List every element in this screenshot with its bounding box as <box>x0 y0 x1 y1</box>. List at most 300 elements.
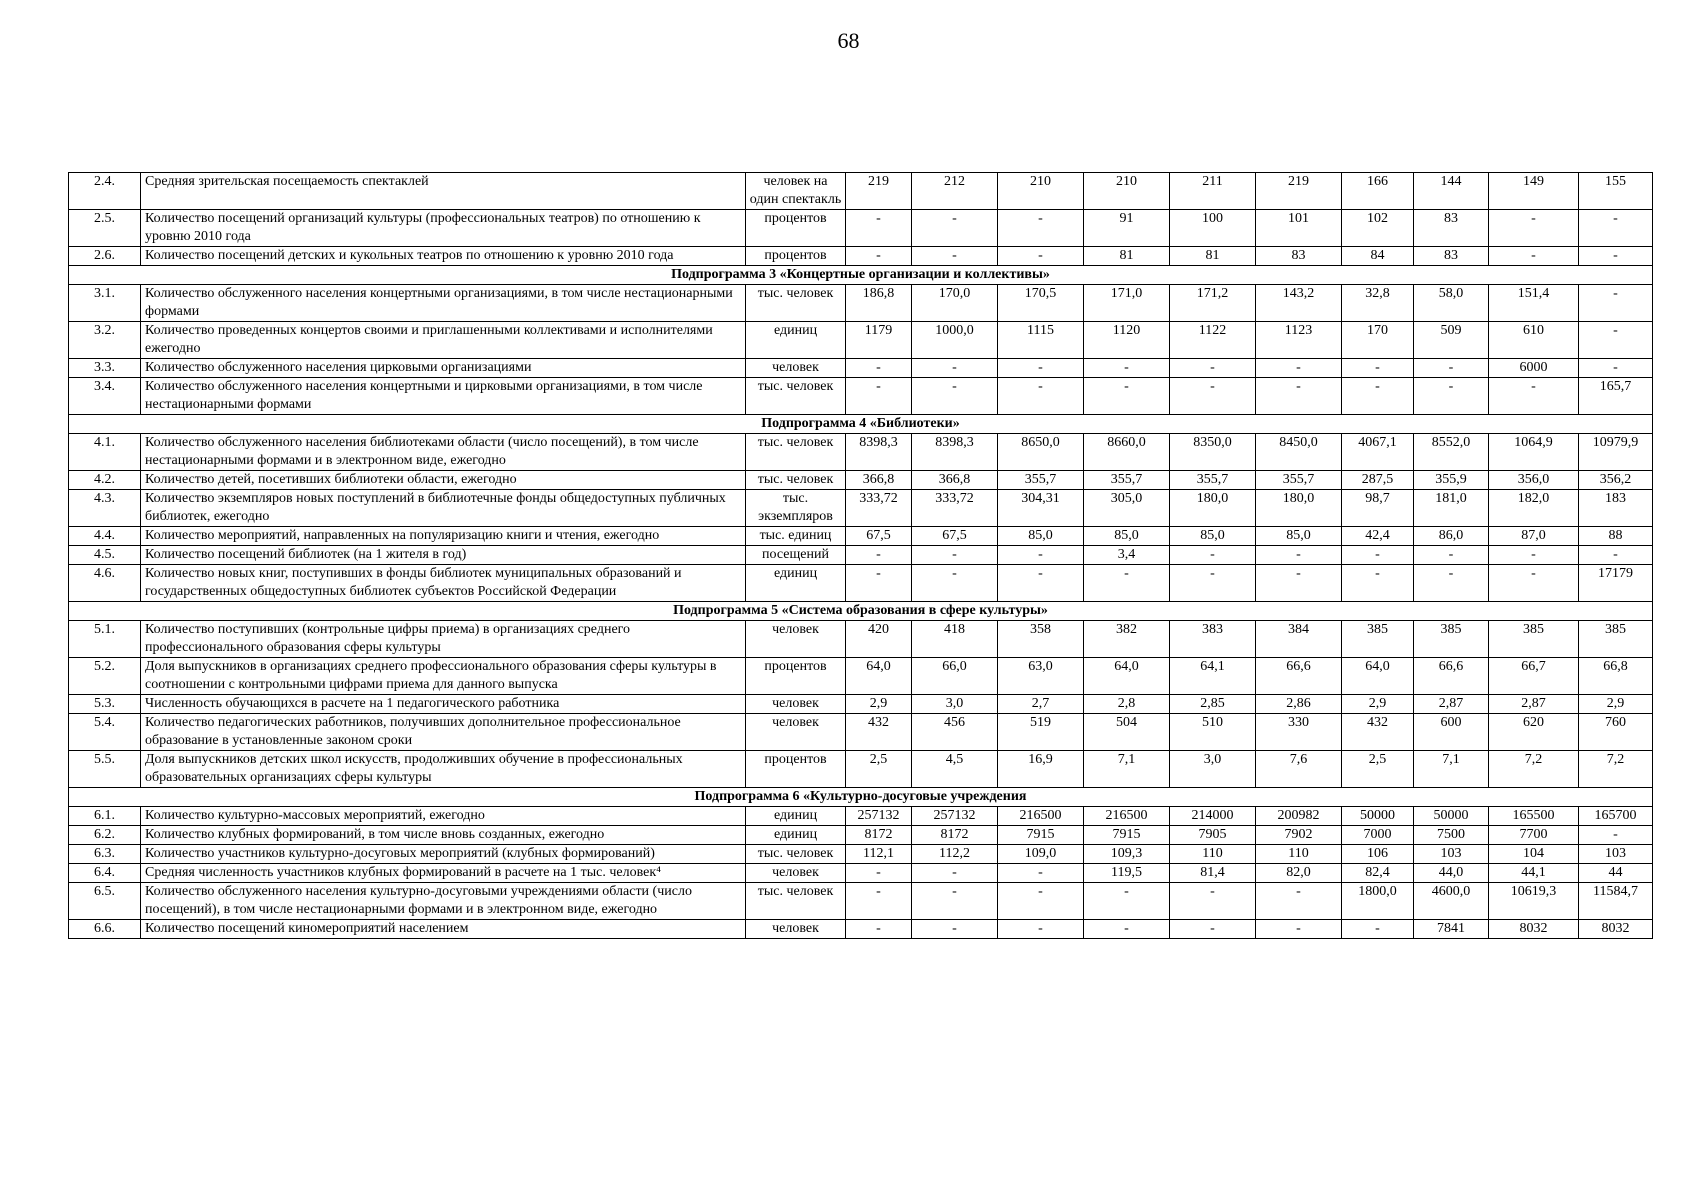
indicator-value: 166 <box>1342 173 1414 210</box>
row-number: 4.6. <box>69 565 141 602</box>
indicator-name: Количество мероприятий, направленных на популяризацию книги и чтения, ежегодно <box>141 527 746 546</box>
unit-of-measure: человек <box>746 714 846 751</box>
unit-of-measure: тыс. человек <box>746 471 846 490</box>
indicator-value: 110 <box>1256 845 1342 864</box>
indicator-value: - <box>998 565 1084 602</box>
indicator-value: - <box>912 565 998 602</box>
unit-of-measure: единиц <box>746 565 846 602</box>
indicator-value: - <box>1170 920 1256 939</box>
indicator-value: - <box>912 359 998 378</box>
indicator-value: 760 <box>1579 714 1653 751</box>
indicator-value: 109,3 <box>1084 845 1170 864</box>
row-number: 3.3. <box>69 359 141 378</box>
row-number: 2.5. <box>69 210 141 247</box>
indicator-name: Количество клубных формирований, в том числе вновь созданных, ежегодно <box>141 826 746 845</box>
indicator-name: Доля выпускников в организациях среднего профессионального образования сферы культуры в соотношении с контрольными цифрами приема для данного выпуска <box>141 658 746 695</box>
indicator-value: - <box>912 864 998 883</box>
indicator-value: - <box>846 920 912 939</box>
indicator-value: 106 <box>1342 845 1414 864</box>
indicator-value: 64,0 <box>1084 658 1170 695</box>
indicator-value: 64,0 <box>846 658 912 695</box>
indicator-value: - <box>1170 359 1256 378</box>
indicator-value: - <box>846 864 912 883</box>
indicator-value: 420 <box>846 621 912 658</box>
indicator-value: 385 <box>1414 621 1489 658</box>
indicator-name: Количество обслуженного населения концертными организациями, в том числе нестационарными формами <box>141 285 746 322</box>
indicator-value: 171,2 <box>1170 285 1256 322</box>
indicator-value: 102 <box>1342 210 1414 247</box>
indicator-value: 3,0 <box>1170 751 1256 788</box>
row-number: 4.4. <box>69 527 141 546</box>
indicator-value: 355,7 <box>1170 471 1256 490</box>
indicator-name: Численность обучающихся в расчете на 1 педагогического работника <box>141 695 746 714</box>
table-row <box>69 490 1653 527</box>
indicator-value: 304,31 <box>998 490 1084 527</box>
indicator-value: 3,0 <box>912 695 998 714</box>
indicator-value: 216500 <box>998 807 1084 826</box>
indicator-value: - <box>1414 565 1489 602</box>
indicator-value: - <box>998 546 1084 565</box>
indicator-value: 382 <box>1084 621 1170 658</box>
table-row <box>69 920 1653 939</box>
indicator-value: 8350,0 <box>1170 434 1256 471</box>
indicator-name: Количество проведенных концертов своими и приглашенными коллективами и исполнителями ежегодно <box>141 322 746 359</box>
row-number: 5.3. <box>69 695 141 714</box>
unit-of-measure: процентов <box>746 210 846 247</box>
indicator-value: - <box>1489 565 1579 602</box>
indicator-value: 88 <box>1579 527 1653 546</box>
indicator-value: 82,0 <box>1256 864 1342 883</box>
indicator-value: 165700 <box>1579 807 1653 826</box>
indicator-value: 103 <box>1414 845 1489 864</box>
indicator-name: Средняя численность участников клубных формирований в расчете на 1 тыс. человек⁴ <box>141 864 746 883</box>
indicator-value: 385 <box>1342 621 1414 658</box>
indicator-value: - <box>1084 359 1170 378</box>
table-row <box>69 378 1653 415</box>
table-row <box>69 247 1653 266</box>
indicator-value: 8660,0 <box>1084 434 1170 471</box>
unit-of-measure: единиц <box>746 322 846 359</box>
row-number: 2.4. <box>69 173 141 210</box>
indicator-value: - <box>1084 883 1170 920</box>
indicator-value: - <box>1170 565 1256 602</box>
indicator-value: 355,7 <box>1084 471 1170 490</box>
indicator-value: - <box>912 546 998 565</box>
indicator-name: Количество культурно-массовых мероприятий, ежегодно <box>141 807 746 826</box>
table-row <box>69 173 1653 210</box>
indicator-value: - <box>1342 359 1414 378</box>
indicator-value: 101 <box>1256 210 1342 247</box>
indicator-value: - <box>1256 378 1342 415</box>
indicator-value: - <box>912 247 998 266</box>
unit-of-measure: процентов <box>746 658 846 695</box>
row-number: 6.5. <box>69 883 141 920</box>
indicator-value: 366,8 <box>912 471 998 490</box>
indicator-value: 6000 <box>1489 359 1579 378</box>
indicator-name: Количество новых книг, поступивших в фонды библиотек муниципальных образований и государственных общедоступных библиотек субъектов Российской Федерации <box>141 565 746 602</box>
row-number: 5.2. <box>69 658 141 695</box>
indicator-value: 8032 <box>1489 920 1579 939</box>
indicator-value: 7,6 <box>1256 751 1342 788</box>
subprogram-title: Подпрограмма 4 «Библиотеки» <box>69 415 1653 434</box>
indicator-value: 355,7 <box>998 471 1084 490</box>
indicator-value: 149 <box>1489 173 1579 210</box>
indicator-value: - <box>912 378 998 415</box>
indicator-value: 384 <box>1256 621 1342 658</box>
indicator-value: 44 <box>1579 864 1653 883</box>
indicator-value: 81 <box>1084 247 1170 266</box>
indicator-value: 7,1 <box>1084 751 1170 788</box>
indicator-value: 186,8 <box>846 285 912 322</box>
indicator-value: 2,5 <box>1342 751 1414 788</box>
indicator-value: 8172 <box>846 826 912 845</box>
indicator-value: 17179 <box>1579 565 1653 602</box>
indicator-value: - <box>998 210 1084 247</box>
indicator-name: Количество посещений организаций культуры (профессиональных театров) по отношению к уровню 2010 года <box>141 210 746 247</box>
indicator-value: 64,0 <box>1342 658 1414 695</box>
indicator-value: 112,1 <box>846 845 912 864</box>
unit-of-measure: тыс. экземпляров <box>746 490 846 527</box>
indicator-value: - <box>1342 565 1414 602</box>
indicator-value: 287,5 <box>1342 471 1414 490</box>
indicator-value: 7700 <box>1489 826 1579 845</box>
table-row <box>69 565 1653 602</box>
indicator-value: 7905 <box>1170 826 1256 845</box>
subprogram-title: Подпрограмма 3 «Концертные организации и коллективы» <box>69 266 1653 285</box>
row-number: 6.2. <box>69 826 141 845</box>
indicator-value: 212 <box>912 173 998 210</box>
indicator-name: Количество посещений библиотек (на 1 жителя в год) <box>141 546 746 565</box>
indicator-value: 2,5 <box>846 751 912 788</box>
indicator-value: 385 <box>1579 621 1653 658</box>
indicator-name: Количество детей, посетивших библиотеки области, ежегодно <box>141 471 746 490</box>
indicator-value: 4600,0 <box>1414 883 1489 920</box>
row-number: 6.6. <box>69 920 141 939</box>
indicator-value: 85,0 <box>998 527 1084 546</box>
indicator-value: - <box>912 920 998 939</box>
table-row <box>69 359 1653 378</box>
indicator-value: 383 <box>1170 621 1256 658</box>
row-number: 5.5. <box>69 751 141 788</box>
indicator-value: 98,7 <box>1342 490 1414 527</box>
row-number: 5.1. <box>69 621 141 658</box>
unit-of-measure: человек <box>746 695 846 714</box>
indicator-name: Количество экземпляров новых поступлений в библиотечные фонды общедоступных публичных библиотек, ежегодно <box>141 490 746 527</box>
indicator-value: 1064,9 <box>1489 434 1579 471</box>
indicator-value: 7915 <box>1084 826 1170 845</box>
indicator-value: 165,7 <box>1579 378 1653 415</box>
indicator-value: - <box>846 883 912 920</box>
indicator-value: 366,8 <box>846 471 912 490</box>
indicator-value: 1800,0 <box>1342 883 1414 920</box>
indicator-value: 85,0 <box>1256 527 1342 546</box>
indicator-value: - <box>1489 546 1579 565</box>
table-row <box>69 471 1653 490</box>
indicators-table <box>68 172 1653 939</box>
subprogram-header <box>69 415 1653 434</box>
indicator-value: 4,5 <box>912 751 998 788</box>
unit-of-measure: единиц <box>746 826 846 845</box>
indicator-value: 66,0 <box>912 658 998 695</box>
row-number: 4.3. <box>69 490 141 527</box>
indicator-name: Количество обслуженного населения концертными и цирковыми организациями, в том числе нестационарными формами <box>141 378 746 415</box>
table-row <box>69 864 1653 883</box>
indicator-value: - <box>1256 920 1342 939</box>
indicator-value: 81,4 <box>1170 864 1256 883</box>
indicator-value: 171,0 <box>1084 285 1170 322</box>
indicator-name: Количество посещений киномероприятий населением <box>141 920 746 939</box>
table-row <box>69 285 1653 322</box>
indicator-value: 85,0 <box>1084 527 1170 546</box>
table-row <box>69 658 1653 695</box>
indicator-value: - <box>846 210 912 247</box>
indicator-value: - <box>1579 210 1653 247</box>
indicator-value: 7500 <box>1414 826 1489 845</box>
row-number: 4.5. <box>69 546 141 565</box>
indicator-value: - <box>846 546 912 565</box>
indicator-value: 385 <box>1489 621 1579 658</box>
indicator-value: 2,9 <box>846 695 912 714</box>
indicator-value: 151,4 <box>1489 285 1579 322</box>
indicator-value: 2,8 <box>1084 695 1170 714</box>
indicator-value: 104 <box>1489 845 1579 864</box>
indicator-value: 144 <box>1414 173 1489 210</box>
indicator-value: 91 <box>1084 210 1170 247</box>
indicator-value: 1179 <box>846 322 912 359</box>
row-number: 3.2. <box>69 322 141 359</box>
indicator-value: 355,7 <box>1256 471 1342 490</box>
indicator-value: 219 <box>846 173 912 210</box>
table-row <box>69 807 1653 826</box>
indicator-value: 87,0 <box>1489 527 1579 546</box>
indicator-value: 257132 <box>846 807 912 826</box>
indicator-value: 2,85 <box>1170 695 1256 714</box>
indicator-value: 100 <box>1170 210 1256 247</box>
indicator-value: - <box>1414 378 1489 415</box>
indicator-value: - <box>1084 565 1170 602</box>
indicator-value: 7,2 <box>1489 751 1579 788</box>
indicator-name: Количество посещений детских и кукольных театров по отношению к уровню 2010 года <box>141 247 746 266</box>
indicator-value: - <box>1084 920 1170 939</box>
subprogram-header <box>69 788 1653 807</box>
indicator-value: 119,5 <box>1084 864 1170 883</box>
indicator-value: - <box>1489 247 1579 266</box>
indicator-value: - <box>998 920 1084 939</box>
unit-of-measure: человек на один спектакль <box>746 173 846 210</box>
indicator-value: - <box>1256 359 1342 378</box>
indicator-value: 2,86 <box>1256 695 1342 714</box>
unit-of-measure: посещений <box>746 546 846 565</box>
indicator-value: 44,0 <box>1414 864 1489 883</box>
table-row <box>69 826 1653 845</box>
indicator-value: 510 <box>1170 714 1256 751</box>
unit-of-measure: тыс. единиц <box>746 527 846 546</box>
indicator-value: 103 <box>1579 845 1653 864</box>
indicator-value: - <box>846 565 912 602</box>
indicator-value: 2,87 <box>1489 695 1579 714</box>
indicator-value: - <box>846 247 912 266</box>
indicator-value: 333,72 <box>912 490 998 527</box>
indicator-value: 214000 <box>1170 807 1256 826</box>
indicator-value: 84 <box>1342 247 1414 266</box>
indicator-name: Средняя зрительская посещаемость спектаклей <box>141 173 746 210</box>
unit-of-measure: единиц <box>746 807 846 826</box>
row-number: 3.1. <box>69 285 141 322</box>
indicator-value: 85,0 <box>1170 527 1256 546</box>
indicator-value: 165500 <box>1489 807 1579 826</box>
indicator-value: - <box>1579 359 1653 378</box>
indicator-value: - <box>1579 247 1653 266</box>
indicator-value: 8552,0 <box>1414 434 1489 471</box>
indicator-value: 7902 <box>1256 826 1342 845</box>
indicator-value: - <box>1579 546 1653 565</box>
indicator-value: 66,7 <box>1489 658 1579 695</box>
indicator-value: 432 <box>1342 714 1414 751</box>
indicator-value: 7,1 <box>1414 751 1489 788</box>
indicator-value: 170 <box>1342 322 1414 359</box>
indicator-value: - <box>998 883 1084 920</box>
indicator-value: - <box>1489 378 1579 415</box>
indicator-value: 210 <box>998 173 1084 210</box>
indicator-value: - <box>1342 378 1414 415</box>
indicator-name: Количество обслуженного населения библиотеками области (число посещений), в том числе нестационарными формами и в электронном виде, ежегодно <box>141 434 746 471</box>
indicator-value: 257132 <box>912 807 998 826</box>
unit-of-measure: процентов <box>746 247 846 266</box>
indicator-value: - <box>1579 322 1653 359</box>
indicator-value: 200982 <box>1256 807 1342 826</box>
unit-of-measure: тыс. человек <box>746 378 846 415</box>
indicator-value: 219 <box>1256 173 1342 210</box>
table-row <box>69 714 1653 751</box>
subprogram-title: Подпрограмма 5 «Система образования в сфере культуры» <box>69 602 1653 621</box>
indicator-value: 7915 <box>998 826 1084 845</box>
unit-of-measure: тыс. человек <box>746 883 846 920</box>
indicator-value: 211 <box>1170 173 1256 210</box>
row-number: 6.1. <box>69 807 141 826</box>
row-number: 2.6. <box>69 247 141 266</box>
indicator-value: 333,72 <box>846 490 912 527</box>
indicator-value: 519 <box>998 714 1084 751</box>
row-number: 5.4. <box>69 714 141 751</box>
indicator-value: - <box>998 378 1084 415</box>
table-row <box>69 527 1653 546</box>
indicator-value: - <box>912 210 998 247</box>
indicator-value: 66,6 <box>1414 658 1489 695</box>
indicator-value: 50000 <box>1414 807 1489 826</box>
row-number: 6.3. <box>69 845 141 864</box>
indicator-value: 358 <box>998 621 1084 658</box>
indicator-value: - <box>1489 210 1579 247</box>
indicator-value: 2,9 <box>1579 695 1653 714</box>
table-row <box>69 546 1653 565</box>
indicator-value: 10979,9 <box>1579 434 1653 471</box>
unit-of-measure: человек <box>746 359 846 378</box>
row-number: 4.1. <box>69 434 141 471</box>
indicator-value: 155 <box>1579 173 1653 210</box>
indicator-name: Количество педагогических работников, получивших дополнительное профессиональное образование в установленные законом сроки <box>141 714 746 751</box>
indicator-value: - <box>1414 546 1489 565</box>
unit-of-measure: тыс. человек <box>746 285 846 322</box>
indicator-value: 8650,0 <box>998 434 1084 471</box>
table-row <box>69 751 1653 788</box>
indicator-value: 8172 <box>912 826 998 845</box>
indicator-value: - <box>1342 920 1414 939</box>
indicator-value: - <box>1170 378 1256 415</box>
indicator-value: 355,9 <box>1414 471 1489 490</box>
indicator-value: - <box>998 247 1084 266</box>
indicator-value: 112,2 <box>912 845 998 864</box>
indicator-value: 183 <box>1579 490 1653 527</box>
indicator-value: 8032 <box>1579 920 1653 939</box>
indicator-value: 64,1 <box>1170 658 1256 695</box>
indicator-value: 418 <box>912 621 998 658</box>
table-row <box>69 210 1653 247</box>
indicator-value: 7000 <box>1342 826 1414 845</box>
indicator-value: 83 <box>1414 247 1489 266</box>
indicator-name: Количество обслуженного населения культурно-досуговыми учреждениями области (число посещений), в том числе нестационарными формами и в электронном виде, ежегодно <box>141 883 746 920</box>
indicator-value: 16,9 <box>998 751 1084 788</box>
indicator-value: 182,0 <box>1489 490 1579 527</box>
indicator-value: 44,1 <box>1489 864 1579 883</box>
indicator-value: - <box>1579 285 1653 322</box>
indicator-value: 216500 <box>1084 807 1170 826</box>
unit-of-measure: человек <box>746 864 846 883</box>
indicator-value: 11584,7 <box>1579 883 1653 920</box>
indicator-value: 81 <box>1170 247 1256 266</box>
indicator-value: 42,4 <box>1342 527 1414 546</box>
indicator-value: 67,5 <box>846 527 912 546</box>
table-row <box>69 322 1653 359</box>
indicators-table-body <box>69 173 1653 939</box>
indicator-value: 50000 <box>1342 807 1414 826</box>
indicator-value: - <box>1256 546 1342 565</box>
indicator-value: - <box>1084 378 1170 415</box>
indicator-value: 620 <box>1489 714 1579 751</box>
indicator-name: Количество поступивших (контрольные цифры приема) в организациях среднего профессионального образования сферы культуры <box>141 621 746 658</box>
indicator-value: 8398,3 <box>846 434 912 471</box>
indicator-value: 63,0 <box>998 658 1084 695</box>
indicator-value: 2,9 <box>1342 695 1414 714</box>
indicator-value: 1123 <box>1256 322 1342 359</box>
indicator-value: 170,5 <box>998 285 1084 322</box>
indicator-value: 83 <box>1414 210 1489 247</box>
indicator-value: 180,0 <box>1256 490 1342 527</box>
indicator-value: 8450,0 <box>1256 434 1342 471</box>
indicator-value: 610 <box>1489 322 1579 359</box>
table-row <box>69 883 1653 920</box>
indicator-value: - <box>1256 883 1342 920</box>
indicator-name: Количество участников культурно-досуговых мероприятий (клубных формирований) <box>141 845 746 864</box>
indicator-name: Количество обслуженного населения цирковыми организациями <box>141 359 746 378</box>
indicator-value: - <box>912 883 998 920</box>
indicator-value: 1120 <box>1084 322 1170 359</box>
row-number: 4.2. <box>69 471 141 490</box>
indicator-value: 7,2 <box>1579 751 1653 788</box>
indicator-value: 66,6 <box>1256 658 1342 695</box>
indicator-value: 58,0 <box>1414 285 1489 322</box>
indicator-value: 170,0 <box>912 285 998 322</box>
indicator-value: - <box>1414 359 1489 378</box>
table-row <box>69 621 1653 658</box>
indicator-value: 1115 <box>998 322 1084 359</box>
indicator-value: 143,2 <box>1256 285 1342 322</box>
indicator-value: 2,87 <box>1414 695 1489 714</box>
indicator-value: 4067,1 <box>1342 434 1414 471</box>
indicator-value: - <box>1170 883 1256 920</box>
unit-of-measure: тыс. человек <box>746 845 846 864</box>
page-number: 68 <box>837 28 860 53</box>
indicator-value: 82,4 <box>1342 864 1414 883</box>
